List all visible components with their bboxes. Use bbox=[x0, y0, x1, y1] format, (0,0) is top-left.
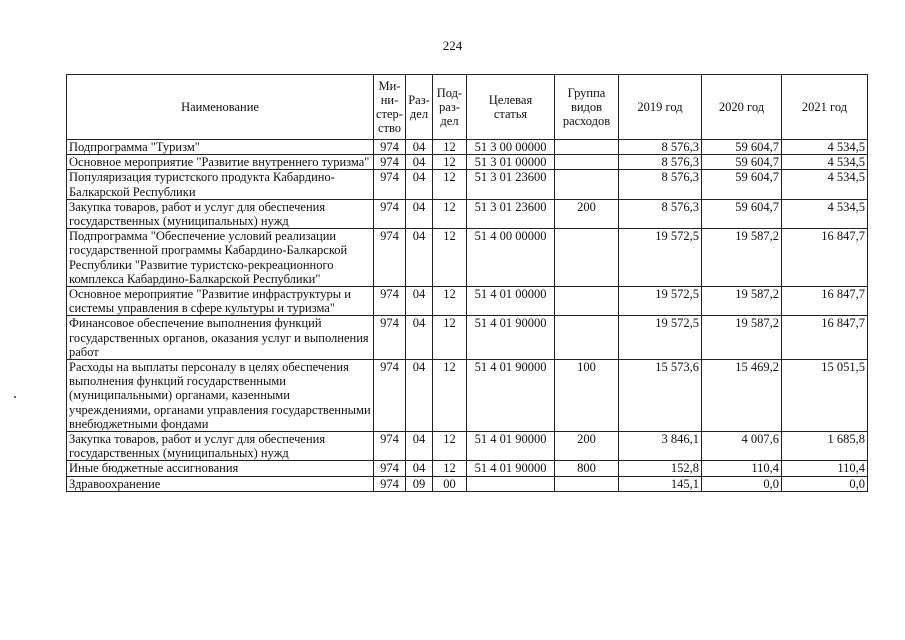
row-ministry: 974 bbox=[374, 316, 406, 360]
table-row bbox=[67, 461, 868, 476]
row-2021: 0,0 bbox=[782, 476, 868, 491]
header-expense-group: Группа видов расходов bbox=[555, 75, 619, 140]
row-expense-group bbox=[555, 316, 619, 360]
row-2020: 19 587,2 bbox=[702, 287, 782, 316]
row-section: 04 bbox=[406, 287, 433, 316]
table-row bbox=[67, 287, 868, 316]
row-2021: 15 051,5 bbox=[782, 360, 868, 432]
row-name: Здравоохранение bbox=[67, 476, 374, 491]
row-section: 04 bbox=[406, 461, 433, 476]
row-2021: 16 847,7 bbox=[782, 229, 868, 287]
row-ministry: 974 bbox=[374, 155, 406, 170]
scan-speck bbox=[14, 396, 16, 398]
row-section: 04 bbox=[406, 360, 433, 432]
table-row bbox=[67, 140, 868, 155]
row-target-article: 51 3 01 23600 bbox=[467, 170, 555, 199]
table-row bbox=[67, 432, 868, 461]
header-section: Раз- дел bbox=[406, 75, 433, 140]
row-2020: 19 587,2 bbox=[702, 316, 782, 360]
row-name: Финансовое обеспечение выполнения функций государственных органов, оказания услуг и выполнения работ bbox=[67, 316, 374, 360]
row-name: Закупка товаров, работ и услуг для обеспечения государственных (муниципальных) нужд bbox=[67, 199, 374, 228]
row-ministry: 974 bbox=[374, 287, 406, 316]
row-target-article: 51 3 01 00000 bbox=[467, 155, 555, 170]
row-2019: 8 576,3 bbox=[619, 140, 702, 155]
row-2020: 0,0 bbox=[702, 476, 782, 491]
row-subsection: 12 bbox=[433, 432, 467, 461]
row-name: Основное мероприятие "Развитие инфраструктуры и системы управления в сфере культуры и туризма" bbox=[67, 287, 374, 316]
row-2021: 110,4 bbox=[782, 461, 868, 476]
row-expense-group: 200 bbox=[555, 199, 619, 228]
row-target-article: 51 4 01 90000 bbox=[467, 316, 555, 360]
header-2020: 2020 год bbox=[702, 75, 782, 140]
row-expense-group bbox=[555, 170, 619, 199]
row-target-article: 51 4 01 90000 bbox=[467, 461, 555, 476]
page-number: 224 bbox=[442, 38, 463, 53]
row-expense-group bbox=[555, 229, 619, 287]
row-2019: 15 573,6 bbox=[619, 360, 702, 432]
table-header bbox=[67, 75, 868, 140]
row-subsection: 12 bbox=[433, 229, 467, 287]
row-target-article bbox=[467, 476, 555, 491]
row-target-article: 51 4 01 90000 bbox=[467, 432, 555, 461]
header-target-article: Целевая статья bbox=[467, 75, 555, 140]
row-2019: 3 846,1 bbox=[619, 432, 702, 461]
row-2019: 152,8 bbox=[619, 461, 702, 476]
row-subsection: 12 bbox=[433, 140, 467, 155]
row-2020: 110,4 bbox=[702, 461, 782, 476]
row-2019: 8 576,3 bbox=[619, 170, 702, 199]
row-ministry: 974 bbox=[374, 476, 406, 491]
row-2021: 4 534,5 bbox=[782, 140, 868, 155]
row-2020: 59 604,7 bbox=[702, 155, 782, 170]
table-row bbox=[67, 316, 868, 360]
row-section: 04 bbox=[406, 199, 433, 228]
row-name: Расходы на выплаты персоналу в целях обеспечения выполнения функций государственными (муниципальными) органами, казенными учреждениями, органами управления государственными внебюджетными фондами bbox=[67, 360, 374, 432]
row-ministry: 974 bbox=[374, 461, 406, 476]
row-2019: 8 576,3 bbox=[619, 199, 702, 228]
row-section: 04 bbox=[406, 140, 433, 155]
row-subsection: 12 bbox=[433, 199, 467, 228]
row-target-article: 51 4 01 90000 bbox=[467, 360, 555, 432]
row-2019: 8 576,3 bbox=[619, 155, 702, 170]
row-2020: 19 587,2 bbox=[702, 229, 782, 287]
row-subsection: 12 bbox=[433, 170, 467, 199]
row-name: Иные бюджетные ассигнования bbox=[67, 461, 374, 476]
row-target-article: 51 4 01 00000 bbox=[467, 287, 555, 316]
row-subsection: 12 bbox=[433, 155, 467, 170]
row-expense-group: 100 bbox=[555, 360, 619, 432]
header-subsection: Под- раз- дел bbox=[433, 75, 467, 140]
row-2020: 15 469,2 bbox=[702, 360, 782, 432]
table-row bbox=[67, 155, 868, 170]
row-expense-group bbox=[555, 287, 619, 316]
row-name: Подпрограмма "Обеспечение условий реализации государственной программы Кабардино-Балкарской Республики "Развитие туристско-рекреационного комплекса Кабардино-Балкарской Республики" bbox=[67, 229, 374, 287]
row-2021: 4 534,5 bbox=[782, 170, 868, 199]
header-2019: 2019 год bbox=[619, 75, 702, 140]
row-2020: 59 604,7 bbox=[702, 199, 782, 228]
row-2019: 19 572,5 bbox=[619, 287, 702, 316]
row-section: 04 bbox=[406, 155, 433, 170]
row-section: 04 bbox=[406, 432, 433, 461]
row-section: 09 bbox=[406, 476, 433, 491]
row-2020: 59 604,7 bbox=[702, 140, 782, 155]
row-expense-group bbox=[555, 476, 619, 491]
row-2019: 19 572,5 bbox=[619, 229, 702, 287]
row-section: 04 bbox=[406, 229, 433, 287]
row-ministry: 974 bbox=[374, 229, 406, 287]
row-target-article: 51 4 00 00000 bbox=[467, 229, 555, 287]
row-2021: 4 534,5 bbox=[782, 155, 868, 170]
row-name: Подпрограмма "Туризм" bbox=[67, 140, 374, 155]
row-2021: 16 847,7 bbox=[782, 316, 868, 360]
row-name: Закупка товаров, работ и услуг для обеспечения государственных (муниципальных) нужд bbox=[67, 432, 374, 461]
header-2021: 2021 год bbox=[782, 75, 868, 140]
row-ministry: 974 bbox=[374, 432, 406, 461]
header-ministry: Ми- ни- стер- ство bbox=[374, 75, 406, 140]
row-2021: 16 847,7 bbox=[782, 287, 868, 316]
row-ministry: 974 bbox=[374, 170, 406, 199]
row-2021: 4 534,5 bbox=[782, 199, 868, 228]
table-row bbox=[67, 476, 868, 491]
table-row bbox=[67, 170, 868, 199]
row-name: Основное мероприятие "Развитие внутреннего туризма" bbox=[67, 155, 374, 170]
budget-table bbox=[66, 74, 868, 492]
table-row bbox=[67, 199, 868, 228]
row-expense-group: 200 bbox=[555, 432, 619, 461]
row-expense-group bbox=[555, 155, 619, 170]
row-subsection: 12 bbox=[433, 360, 467, 432]
row-ministry: 974 bbox=[374, 140, 406, 155]
row-section: 04 bbox=[406, 170, 433, 199]
row-2019: 19 572,5 bbox=[619, 316, 702, 360]
row-2019: 145,1 bbox=[619, 476, 702, 491]
row-2020: 4 007,6 bbox=[702, 432, 782, 461]
table-body bbox=[67, 140, 868, 492]
row-expense-group bbox=[555, 140, 619, 155]
row-2021: 1 685,8 bbox=[782, 432, 868, 461]
row-2020: 59 604,7 bbox=[702, 170, 782, 199]
row-target-article: 51 3 01 23600 bbox=[467, 199, 555, 228]
row-expense-group: 800 bbox=[555, 461, 619, 476]
row-subsection: 12 bbox=[433, 316, 467, 360]
row-subsection: 12 bbox=[433, 461, 467, 476]
row-target-article: 51 3 00 00000 bbox=[467, 140, 555, 155]
row-subsection: 12 bbox=[433, 287, 467, 316]
row-ministry: 974 bbox=[374, 199, 406, 228]
row-ministry: 974 bbox=[374, 360, 406, 432]
row-name: Популяризация туристского продукта Кабардино-Балкарской Республики bbox=[67, 170, 374, 199]
table-row bbox=[67, 360, 868, 432]
row-section: 04 bbox=[406, 316, 433, 360]
header-name: Наименование bbox=[67, 75, 374, 140]
table-row bbox=[67, 229, 868, 287]
row-subsection: 00 bbox=[433, 476, 467, 491]
